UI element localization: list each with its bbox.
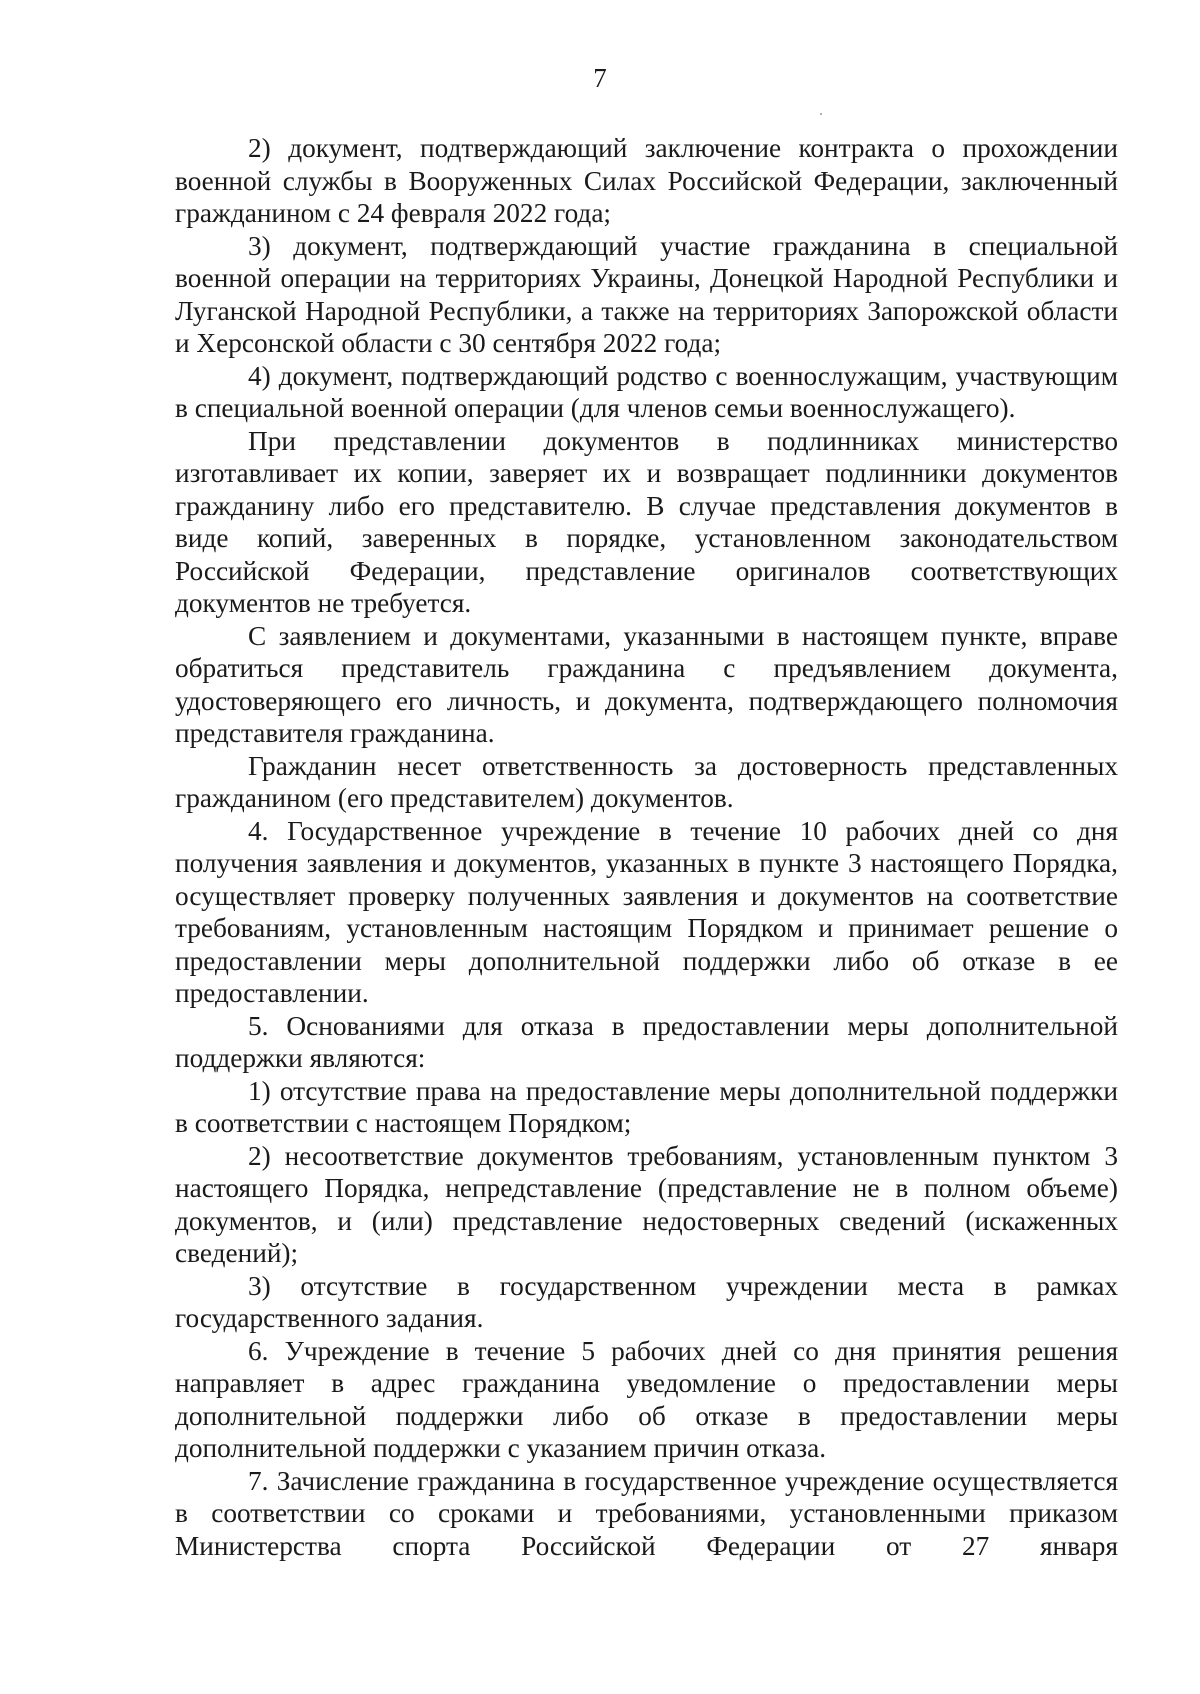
paragraph-originals-copies: При представлении документов в подлинниках министерство изготавливает их копии, заверяет их и возвращает подлинники документов гражданину либо его представителю. В случае представления документов в виде копий, заверенных в порядке, установленном законодательством Российской Федерации, представление оригиналов соответствующих документов не требуется. xyxy=(175,425,1118,618)
document-body xyxy=(175,132,1118,1562)
paragraph-item-3-participation: 3) документ, подтверждающий участие гражданина в специальной военной операции на территориях Украины, Донецкой Народной Республики и Луганской Народной Республики, а также на территориях Запорожской области и Херсонской области с 30 сентября 2022 года; xyxy=(175,230,1118,358)
paragraph-item-4-kinship: 4) документ, подтверждающий родство с военнослужащим, участвующим в специальной военной операции (для членов семьи военнослужащего). xyxy=(175,360,1118,423)
page-number: 7 xyxy=(593,63,607,93)
scan-speck xyxy=(820,113,822,115)
paragraph-refusal-1: 1) отсутствие права на предоставление меры дополнительной поддержки в соответствии с настоящем Порядком; xyxy=(175,1075,1118,1138)
paragraph-clause-5: 5. Основаниями для отказа в предоставлении меры дополнительной поддержки являются: xyxy=(175,1010,1118,1073)
paragraph-refusal-3: 3) отсутствие в государственном учреждении места в рамках государственного задания. xyxy=(175,1270,1118,1333)
paragraph-clause-7: 7. Зачисление гражданина в государственное учреждение осуществляется в соответствии со сроками и требованиями, установленными приказом Министерства спорта Российской Федерации от 27 января xyxy=(175,1465,1118,1561)
paragraph-item-2-contract: 2) документ, подтверждающий заключение контракта о прохождении военной службы в Вооруженных Силах Российской Федерации, заключенный гражданином с 24 февраля 2022 года; xyxy=(175,133,1118,228)
paragraph-refusal-2: 2) несоответствие документов требованиям, установленным пунктом 3 настоящего Порядка, непредставление (представление не в полном объеме) документов, и (или) представление недостоверных сведений (искаженных сведений); xyxy=(175,1140,1118,1268)
paragraph-representative: С заявлением и документами, указанными в настоящем пункте, вправе обратиться представитель гражданина с предъявлением документа, удостоверяющего его личность, и документа, подтверждающего полномочия представителя гражданина. xyxy=(175,620,1118,748)
paragraph-responsibility: Гражданин несет ответственность за достоверность представленных гражданином (его представителем) документов. xyxy=(175,750,1118,813)
paragraph-clause-6: 6. Учреждение в течение 5 рабочих дней со дня принятия решения направляет в адрес гражданина уведомление о предоставлении меры дополнительной поддержки либо об отказе в предоставлении меры дополнительной поддержки с указанием причин отказа. xyxy=(175,1335,1118,1463)
paragraph-clause-4: 4. Государственное учреждение в течение 10 рабочих дней со дня получения заявления и документов, указанных в пункте 3 настоящего Порядка, осуществляет проверку полученных заявления и документов на соответствие требованиям, установленным настоящим Порядком и принимает решение о предоставлении меры дополнительной поддержки либо об отказе в ее предоставлении. xyxy=(175,815,1118,1008)
